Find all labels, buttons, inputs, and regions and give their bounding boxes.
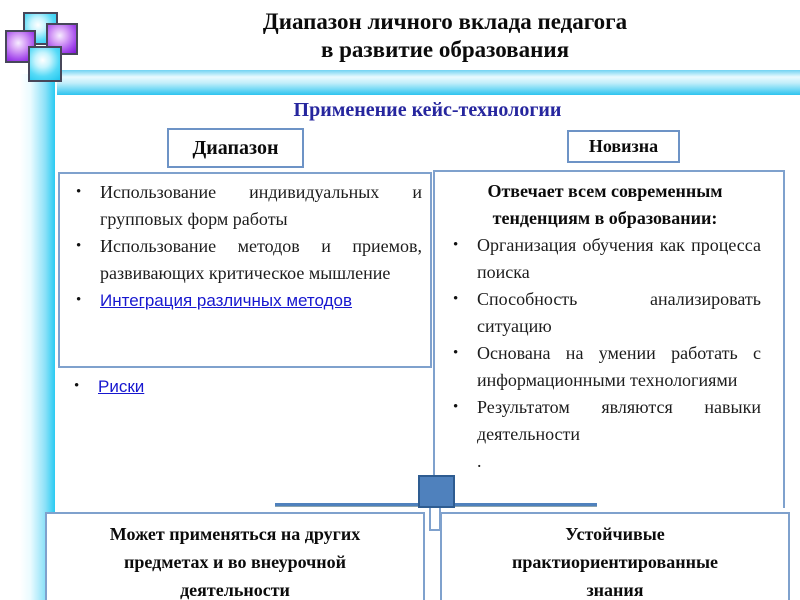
range-content-box — [58, 172, 432, 368]
list-item — [449, 286, 761, 340]
slide-title-line2: в развитие образования — [320, 37, 570, 62]
trailing-period: . — [477, 451, 482, 471]
header-range-label: Диапазон — [192, 136, 279, 159]
slide-title-line1: Диапазон личного вклада педагога — [262, 9, 628, 34]
bullet-icon: • — [76, 184, 82, 200]
range-panel — [58, 172, 432, 400]
header-box-novelty — [567, 130, 680, 163]
link-risks[interactable]: Риски — [98, 377, 145, 396]
novelty-bullet-4: Результатом являются навыки деятельности — [477, 397, 761, 444]
bullet-icon: • — [74, 378, 80, 394]
bullet-icon: • — [453, 399, 459, 415]
list-item — [449, 340, 761, 394]
link-integration-methods[interactable]: Интеграция различных методов — [100, 291, 353, 310]
bullet-icon: • — [453, 237, 459, 253]
decor-cyan-square-bottom — [28, 46, 62, 82]
novelty-heading: Отвечает всем современным тенденциям в образовании: — [487, 181, 723, 228]
connector-square — [418, 475, 455, 508]
header-novelty-label: Новизна — [588, 136, 659, 156]
slide-subtitle: Применение кейс-технологии — [293, 99, 562, 121]
decor-horizontal-stripe — [57, 70, 800, 95]
footer-box-application — [45, 512, 425, 600]
list-item — [449, 394, 761, 448]
bullet-icon: • — [453, 345, 459, 361]
novelty-bullet-1: Организация обучения как процесса поиска — [477, 235, 761, 282]
range-bullet-2: Использование методов и приемов, развивающих критическое мышление — [100, 236, 422, 283]
bullet-icon: • — [453, 291, 459, 307]
slide-title — [100, 8, 790, 64]
footer-box-knowledge — [440, 512, 790, 600]
header-box-range — [167, 128, 304, 168]
list-item — [449, 232, 761, 286]
bullet-icon: • — [76, 238, 82, 254]
novelty-bullet-2: Способность анализировать ситуацию — [477, 289, 761, 336]
list-item — [72, 233, 422, 287]
list-item — [72, 179, 422, 233]
range-bullet-1: Использование индивидуальных и групповых форм работы — [100, 182, 422, 229]
list-item — [58, 373, 432, 400]
bullet-icon: • — [76, 292, 82, 308]
footer-application-text: Может применяться на других предметах и во внеурочной деятельности — [109, 524, 361, 600]
footer-knowledge-text: Устойчивые практиориентированные знания — [512, 524, 718, 600]
list-item — [72, 287, 422, 314]
novelty-bullet-3: Основана на умении работать с информационными технологиями — [477, 343, 761, 390]
novelty-content-box — [433, 170, 785, 508]
